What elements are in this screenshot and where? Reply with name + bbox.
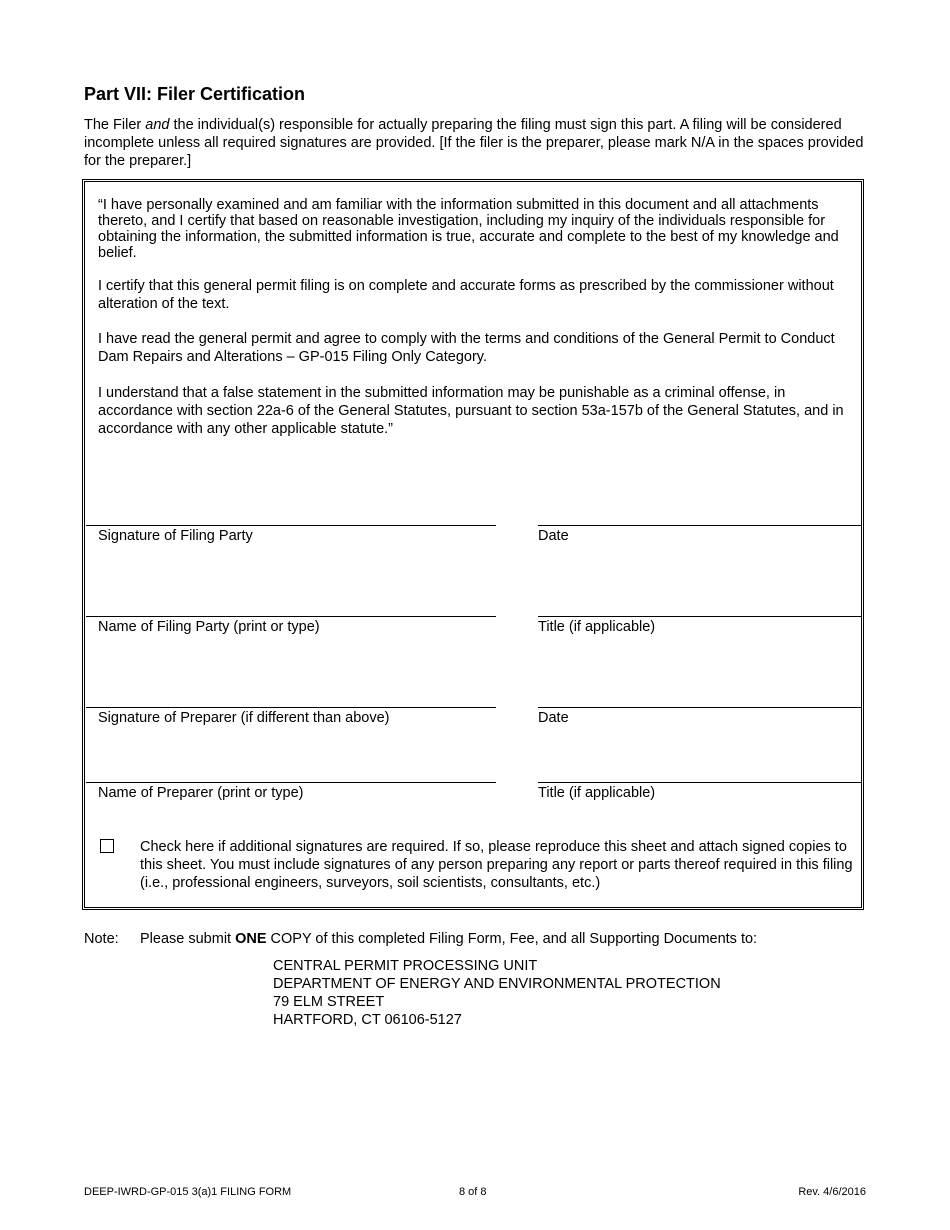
preparer-signature-label: Signature of Preparer (if different than above) xyxy=(98,710,390,726)
preparer-title-label: Title (if applicable) xyxy=(538,785,656,801)
note-text xyxy=(140,931,757,947)
address-line-4: HARTFORD, CT 06106-5127 xyxy=(273,1012,462,1028)
filer-signature-label: Signature of Filing Party xyxy=(98,528,253,544)
additional-signatures-checkbox[interactable] xyxy=(100,839,114,853)
preparer-title-line[interactable] xyxy=(538,782,862,783)
intro-emphasis: and xyxy=(145,117,170,133)
preparer-name-label: Name of Preparer (print or type) xyxy=(98,785,304,801)
preparer-signature-line[interactable] xyxy=(86,707,496,708)
preparer-date-line[interactable] xyxy=(538,707,862,708)
address-line-2: DEPARTMENT OF ENERGY AND ENVIRONMENTAL PROTECTION xyxy=(273,976,721,992)
certification-paragraph-3: I have read the general permit and agree to comply with the terms and conditions of the General Permit to Conduct Dam Repairs and Alterations – GP-015 Filing Only Category. xyxy=(98,331,835,365)
intro-text-start: The Filer xyxy=(84,117,146,133)
filer-title-line[interactable] xyxy=(538,616,862,617)
footer-page-number: 8 of 8 xyxy=(459,1186,487,1198)
note-bold: ONE xyxy=(235,931,267,947)
intro-text-end: the individual(s) responsible for actually preparing the filing must sign this part. A filing will be considered incomplete unless all required signatures are provided. [If the filer is the preparer, please mark N/A in the spaces provided for the preparer.] xyxy=(84,117,864,169)
filer-name-label: Name of Filing Party (print or type) xyxy=(98,619,320,635)
additional-signatures-text: Check here if additional signatures are required. If so, please reproduce this sheet and attach signed copies to this sheet. You must include signatures of any person preparing any report or parts thereof required in this filing (i.e., professional engineers, surveyors, soil scientists, consultants, etc.) xyxy=(140,839,853,891)
footer-revision: Rev. 4/6/2016 xyxy=(798,1186,866,1198)
certification-paragraph-4: I understand that a false statement in the submitted information may be punishable as a criminal offense, in accordance with section 22a-6 of the General Statutes, pursuant to section 53a-157b of the General Statutes, and in accordance with any other applicable statute.” xyxy=(98,385,844,437)
certification-paragraph-1: “I have personally examined and am familiar with the information submitted in this document and all attachments thereto, and I certify that based on reasonable investigation, including my inquiry of the individuals responsible for obtaining the information, the submitted information is true, accurate and complete to the best of my knowledge and belief. xyxy=(98,197,839,261)
intro-paragraph xyxy=(84,116,884,170)
address-line-1: CENTRAL PERMIT PROCESSING UNIT xyxy=(273,958,538,974)
filer-name-line[interactable] xyxy=(86,616,496,617)
page-title: Part VII: Filer Certification xyxy=(84,84,306,104)
filer-signature-line[interactable] xyxy=(86,525,496,526)
filer-title-label: Title (if applicable) xyxy=(538,619,656,635)
filer-date-line[interactable] xyxy=(538,525,862,526)
note-text-end: COPY of this completed Filing Form, Fee, and all Supporting Documents to: xyxy=(266,931,758,947)
preparer-name-line[interactable] xyxy=(86,782,496,783)
certification-paragraph-2: I certify that this general permit filing is on complete and accurate forms as prescribed by the commissioner without alteration of the text. xyxy=(98,278,834,312)
filer-date-label: Date xyxy=(538,528,569,544)
preparer-date-label: Date xyxy=(538,710,569,726)
note-label: Note: xyxy=(84,931,119,947)
note-text-start: Please submit xyxy=(140,931,236,947)
footer-form-id: DEEP-IWRD-GP-015 3(a)1 FILING FORM xyxy=(84,1186,292,1198)
address-line-3: 79 ELM STREET xyxy=(273,994,385,1010)
